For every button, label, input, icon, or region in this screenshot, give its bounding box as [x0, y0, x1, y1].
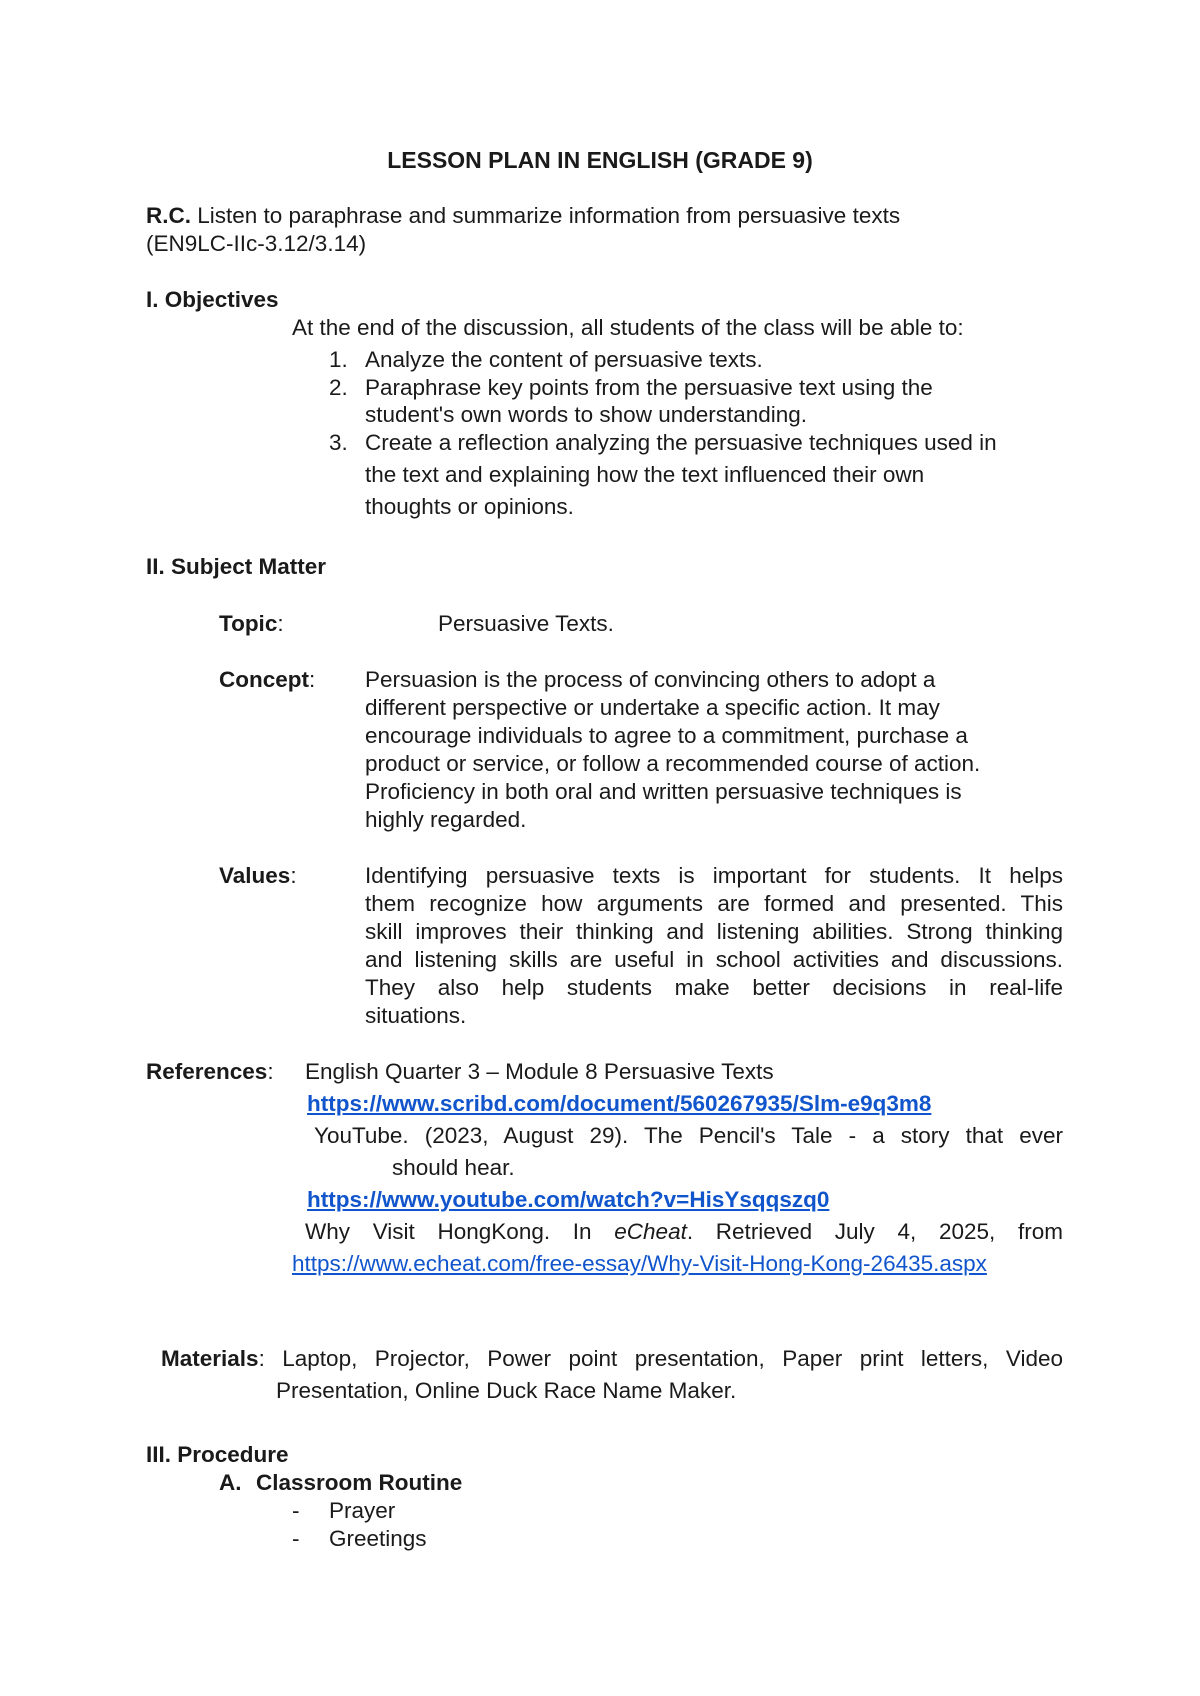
materials-colon: :: [258, 1346, 283, 1371]
values-text: situations.: [365, 1003, 467, 1028]
values-text: skill improves their thinking and listening abilities. Strong thinking: [365, 919, 1063, 944]
concept-text: product or service, or follow a recommended course of action.: [365, 751, 981, 776]
reference-italic: eCheat: [614, 1219, 687, 1244]
values-text: them recognize how arguments are formed and presented. This: [365, 891, 1063, 916]
values-text: and listening skills are useful in school activities and discussions.: [365, 947, 1063, 972]
objective-text: Create a reflection analyzing the persuasive techniques used in: [365, 430, 997, 455]
topic-label-line: Topic:: [219, 611, 284, 636]
rc-code: (EN9LC-IIc-3.12/3.14): [146, 231, 367, 256]
subject-matter-heading: II. Subject Matter: [146, 554, 327, 579]
procedure-heading: III. Procedure: [146, 1442, 289, 1467]
objective-text: Analyze the content of persuasive texts.: [365, 347, 763, 372]
objectives-heading: I. Objectives: [146, 287, 279, 312]
rc-line: [146, 202, 900, 230]
objective-text: the text and explaining how the text influenced their own: [365, 462, 925, 487]
reference-text: should hear.: [392, 1155, 515, 1180]
objective-text: Paraphrase key points from the persuasive text using the: [365, 375, 933, 400]
page-title: LESSON PLAN IN ENGLISH (GRADE 9): [387, 147, 813, 173]
materials-text: Presentation, Online Duck Race Name Maker.: [276, 1378, 737, 1403]
reference-text-echeat: [305, 1218, 1063, 1246]
procedure-bullet: Greetings: [329, 1526, 427, 1551]
objective-number: 1.: [329, 347, 348, 372]
concept-text: encourage individuals to agree to a commitment, purchase a: [365, 723, 968, 748]
values-label: Values: [219, 863, 291, 888]
materials-label: Materials: [161, 1346, 259, 1371]
rc-text: Listen to paraphrase and summarize information from persuasive texts: [191, 203, 901, 228]
bullet-dash: -: [292, 1498, 300, 1523]
rc-label: R.C.: [146, 203, 191, 228]
objectives-intro: At the end of the discussion, all students of the class will be able to:: [292, 315, 964, 340]
concept-text: Persuasion is the process of convincing others to adopt a: [365, 667, 936, 692]
concept-label: Concept: [219, 667, 309, 692]
procedure-sub-heading: Classroom Routine: [256, 1470, 463, 1495]
concept-text: highly regarded.: [365, 807, 527, 832]
references-label: References: [146, 1059, 268, 1084]
references-label-line: References:: [146, 1059, 274, 1084]
procedure-bullet: Prayer: [329, 1498, 396, 1523]
materials-text: Laptop, Projector, Power point presentation, Paper print letters, Video: [282, 1346, 1064, 1371]
topic-value: Persuasive Texts.: [438, 611, 614, 636]
values-text: Identifying persuasive texts is important for students. It helps: [365, 863, 1063, 888]
topic-label: Topic: [219, 611, 278, 636]
values-text: They also help students make better decisions in real-life: [365, 975, 1063, 1000]
objective-text: student's own words to show understanding.: [365, 402, 808, 427]
objective-text: thoughts or opinions.: [365, 494, 574, 519]
concept-text: Proficiency in both oral and written persuasive techniques is: [365, 779, 962, 804]
concept-text: different perspective or undertake a specific action. It may: [365, 695, 940, 720]
reference-link-youtube[interactable]: https://www.youtube.com/watch?v=HisYsqqszq0: [307, 1187, 830, 1212]
reference-text: Why Visit HongKong. In: [305, 1219, 615, 1244]
objective-number: 3.: [329, 430, 348, 455]
reference-link-scribd[interactable]: https://www.scribd.com/document/560267935/Slm-e9q3m8: [307, 1091, 932, 1116]
reference-text: English Quarter 3 – Module 8 Persuasive Texts: [305, 1059, 774, 1084]
objective-number: 2.: [329, 375, 348, 400]
reference-text: . Retrieved July 4, 2025, from: [686, 1219, 1063, 1244]
procedure-sub-letter: A.: [219, 1470, 242, 1495]
concept-label-line: Concept:: [219, 667, 316, 692]
bullet-dash: -: [292, 1526, 300, 1551]
reference-text: YouTube. (2023, August 29). The Pencil's Tale - a story that ever: [314, 1123, 1063, 1148]
reference-link-echeat[interactable]: https://www.echeat.com/free-essay/Why-Visit-Hong-Kong-26435.aspx: [292, 1251, 987, 1276]
materials-line: [161, 1345, 1063, 1373]
values-label-line: Values:: [219, 863, 297, 888]
